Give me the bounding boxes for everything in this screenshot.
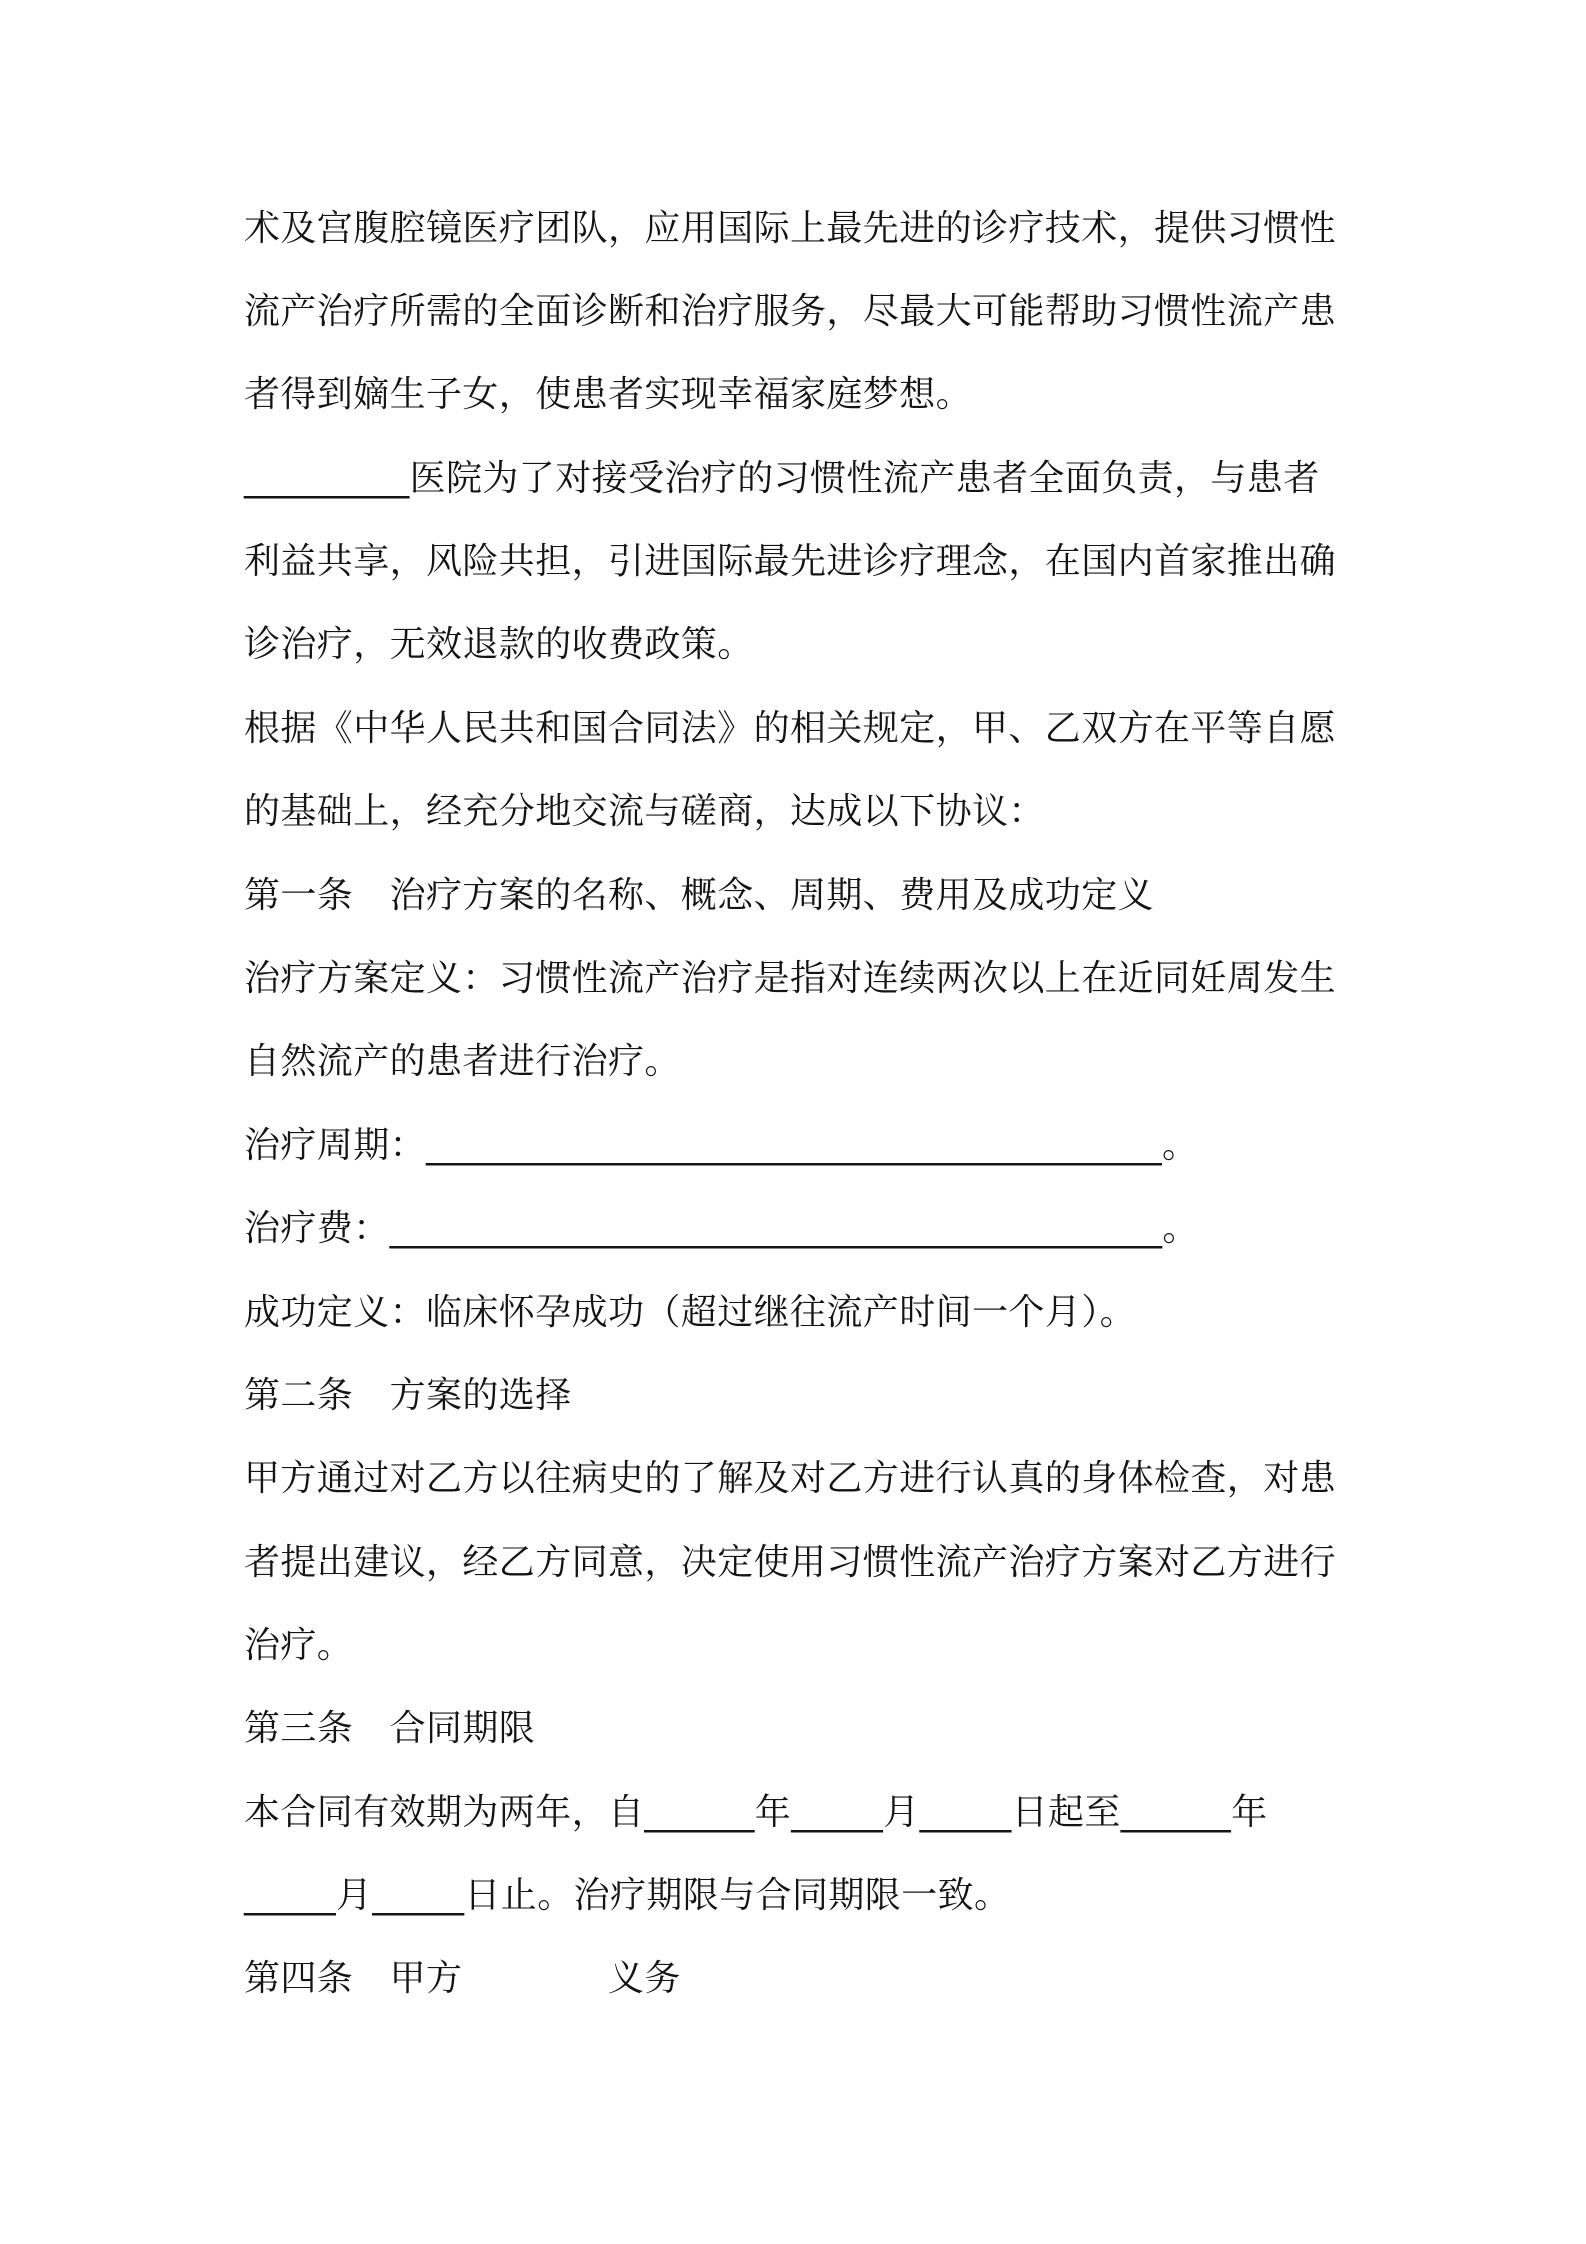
article-heading: 第二条 方案的选择 xyxy=(244,1375,572,1416)
contract-term-field: _____月_____日止。治疗期限与合同期限一致。 xyxy=(244,1875,1011,1916)
paragraph-line: 治疗方案定义：习惯性流产治疗是指对连续两次以上在近同妊周发生 xyxy=(244,958,1337,999)
treatment-period-field: 治疗周期：________________________________________。 xyxy=(244,1125,1199,1166)
article-heading: 第一条 治疗方案的名称、概念、周期、费用及成功定义 xyxy=(244,875,1155,916)
paragraph-line: 治疗。 xyxy=(244,1625,354,1666)
paragraph-line: 自然流产的患者进行治疗。 xyxy=(244,1041,681,1082)
paragraph-line: 者得到嫡生子女，使患者实现幸福家庭梦想。 xyxy=(244,374,973,415)
paragraph-line: 术及宫腹腔镜医疗团队，应用国际上最先进的诊疗技术，提供习惯性 xyxy=(244,208,1337,249)
paragraph-line: 成功定义：临床怀孕成功（超过继往流产时间一个月）。 xyxy=(244,1292,1137,1333)
paragraph-line: 流产治疗所需的全面诊断和治疗服务，尽最大可能帮助习惯性流产患 xyxy=(244,291,1337,332)
paragraph-line: 的基础上，经充分地交流与磋商，达成以下协议： xyxy=(244,791,1045,832)
paragraph-line: 者提出建议，经乙方同意，决定使用习惯性流产治疗方案对乙方进行 xyxy=(244,1542,1337,1583)
treatment-fee-field: 治疗费：__________________________________________。 xyxy=(244,1208,1199,1249)
paragraph-line: _________医院为了对接受治疗的习惯性流产患者全面负责，与患者 xyxy=(244,458,1320,499)
paragraph-line: 根据《中华人民共和国合同法》的相关规定，甲、乙双方在平等自愿 xyxy=(244,708,1337,749)
paragraph-line: 甲方通过对乙方以往病史的了解及对乙方进行认真的身体检查，对患 xyxy=(244,1458,1337,1499)
paragraph-line: 诊治疗，无效退款的收费政策。 xyxy=(244,624,754,665)
contract-term-field: 本合同有效期为两年，自______年_____月_____日起至______年 xyxy=(244,1792,1268,1833)
article-heading: 第四条 甲方 义务 xyxy=(244,1958,681,1999)
paragraph-line: 利益共享，风险共担，引进国际最先进诊疗理念，在国内首家推出确 xyxy=(244,541,1337,582)
article-heading: 第三条 合同期限 xyxy=(244,1708,536,1749)
